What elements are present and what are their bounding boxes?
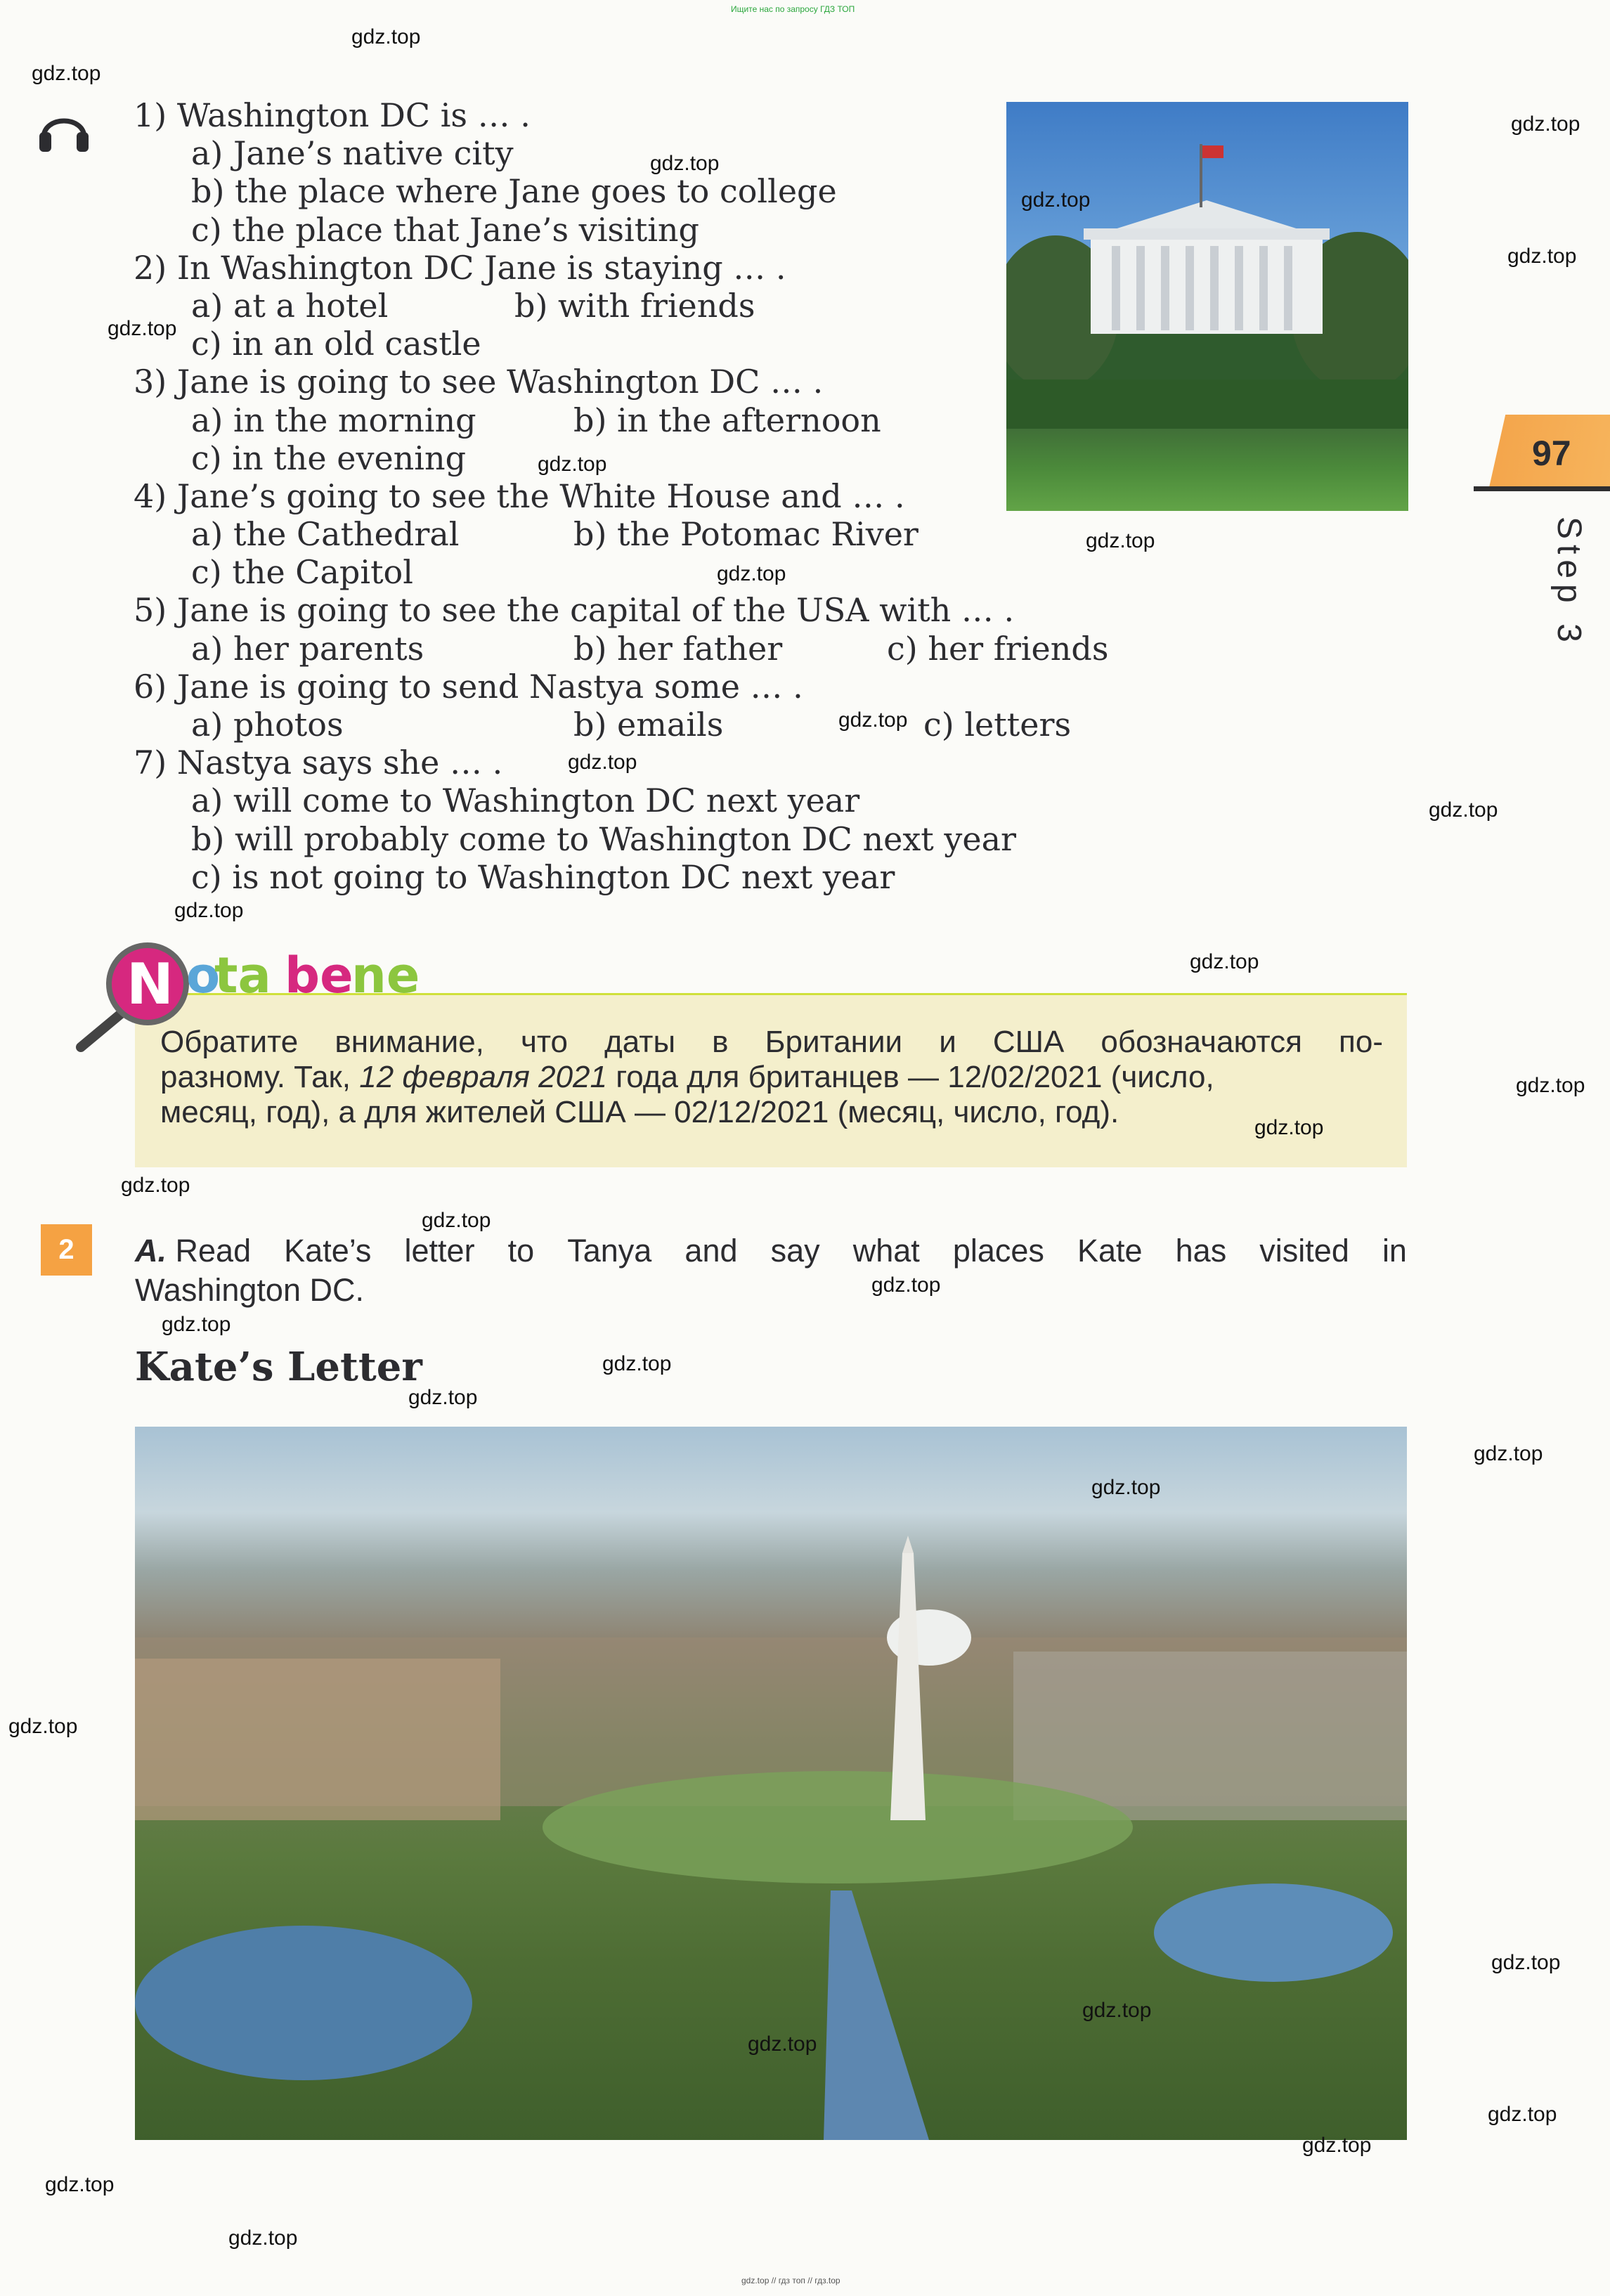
option: c) in an old castle bbox=[191, 325, 481, 363]
white-house-photo bbox=[1006, 102, 1408, 511]
page-number: 97 bbox=[1532, 434, 1571, 473]
watermark: gdz.top bbox=[1429, 798, 1498, 822]
watermark: gdz.top bbox=[45, 2173, 115, 2196]
tab-rule bbox=[1474, 486, 1610, 491]
watermark: gdz.top bbox=[1190, 950, 1259, 973]
option: b) will probably come to Washington DC next year bbox=[191, 819, 1017, 858]
option: b) the place where Jane goes to college bbox=[191, 172, 837, 211]
watermark: gdz.top bbox=[650, 152, 720, 175]
watermark: gdz.top bbox=[174, 899, 244, 922]
watermark: gdz.top bbox=[717, 562, 786, 585]
watermark: gdz.top bbox=[1511, 112, 1580, 136]
watermark: gdz.top bbox=[32, 62, 101, 85]
question-3: 3) Jane is going to see Washington DC … . bbox=[134, 363, 824, 401]
exercise-number-badge: 2 bbox=[41, 1224, 92, 1276]
watermark: gdz.top bbox=[162, 1313, 231, 1336]
option: a) her parents b) her father c) her friends bbox=[191, 629, 1109, 668]
watermark: gdz.top bbox=[1021, 188, 1091, 212]
question-1: 1) Washington DC is … . bbox=[134, 96, 531, 134]
watermark: gdz.top bbox=[1516, 1074, 1585, 1097]
watermark: gdz.top bbox=[538, 453, 607, 476]
watermark: gdz.top bbox=[1086, 529, 1155, 552]
bottom-note: gdz.top // гдз топ // гдз.top bbox=[741, 2276, 840, 2285]
option: c) is not going to Washington DC next year bbox=[191, 857, 895, 896]
watermark: gdz.top bbox=[121, 1174, 190, 1197]
option: a) will come to Washington DC next year bbox=[191, 781, 860, 820]
option: c) in the evening bbox=[191, 439, 467, 477]
option: a) at a hotel b) with friends bbox=[191, 286, 755, 325]
top-note: Ищите нас по запросу ГДЗ ТОП bbox=[731, 4, 855, 14]
svg-text:be: be bbox=[285, 947, 353, 1004]
option: a) the Cathedral b) the Potomac River bbox=[191, 515, 918, 554]
watermark: gdz.top bbox=[408, 1386, 478, 1409]
svg-text:N: N bbox=[126, 952, 174, 1017]
watermark: gdz.top bbox=[1302, 2134, 1372, 2157]
question-6: 6) Jane is going to send Nastya some … . bbox=[134, 667, 803, 706]
question-7: 7) Nastya says she … . bbox=[134, 744, 503, 782]
watermark: gdz.top bbox=[351, 25, 421, 48]
option: c) the Capitol bbox=[191, 553, 413, 592]
question-2: 2) In Washington DC Jane is staying … . bbox=[134, 248, 786, 287]
watermark: gdz.top bbox=[1254, 1116, 1324, 1139]
svg-text:ta: ta bbox=[214, 947, 271, 1004]
letter-title: Kate’s Letter bbox=[135, 1344, 422, 1390]
option: a) in the morning b) in the afternoon bbox=[191, 401, 881, 439]
question-5: 5) Jane is going to see the capital of the USA with … . bbox=[134, 591, 1015, 630]
watermark: gdz.top bbox=[108, 317, 177, 340]
step-label: Step 3 bbox=[1550, 517, 1588, 648]
question-4: 4) Jane’s going to see the White House and … . bbox=[134, 476, 905, 515]
watermark: gdz.top bbox=[602, 1352, 672, 1375]
watermark: gdz.top bbox=[228, 2226, 298, 2250]
watermark: gdz.top bbox=[1091, 1476, 1161, 1499]
svg-text:ne: ne bbox=[351, 947, 420, 1004]
nota-bene-text: Обратите внимание, что даты в Британии и США обозначаются по- разному. Так, 12 февраля 2021 года для британцев — 12/02/2021 (число, месяц, год), а для жителей США — 02/12/2021 (месяц, число, год). bbox=[160, 1025, 1383, 1129]
option: a) Jane’s native city bbox=[191, 134, 514, 173]
exercise-2-task: A. Read Kate’s letter to Tanya and say what places Kate has visited in Washington DC. bbox=[135, 1233, 1407, 1308]
svg-text:o: o bbox=[186, 947, 221, 1004]
option: a) photos b) emails c) letters bbox=[191, 706, 1072, 744]
watermark: gdz.top bbox=[1507, 245, 1577, 268]
watermark: gdz.top bbox=[748, 2032, 817, 2056]
watermark: gdz.top bbox=[8, 1715, 78, 1738]
watermark: gdz.top bbox=[1474, 1442, 1543, 1465]
watermark: gdz.top bbox=[1491, 1951, 1561, 1974]
watermark: gdz.top bbox=[1082, 1999, 1152, 2022]
option: c) the place that Jane’s visiting bbox=[191, 210, 699, 249]
headphones-icon bbox=[37, 104, 91, 153]
watermark: gdz.top bbox=[871, 1273, 941, 1297]
watermark: gdz.top bbox=[1488, 2103, 1557, 2126]
watermark: gdz.top bbox=[422, 1209, 491, 1232]
watermark: gdz.top bbox=[568, 751, 637, 774]
watermark: gdz.top bbox=[838, 708, 908, 732]
